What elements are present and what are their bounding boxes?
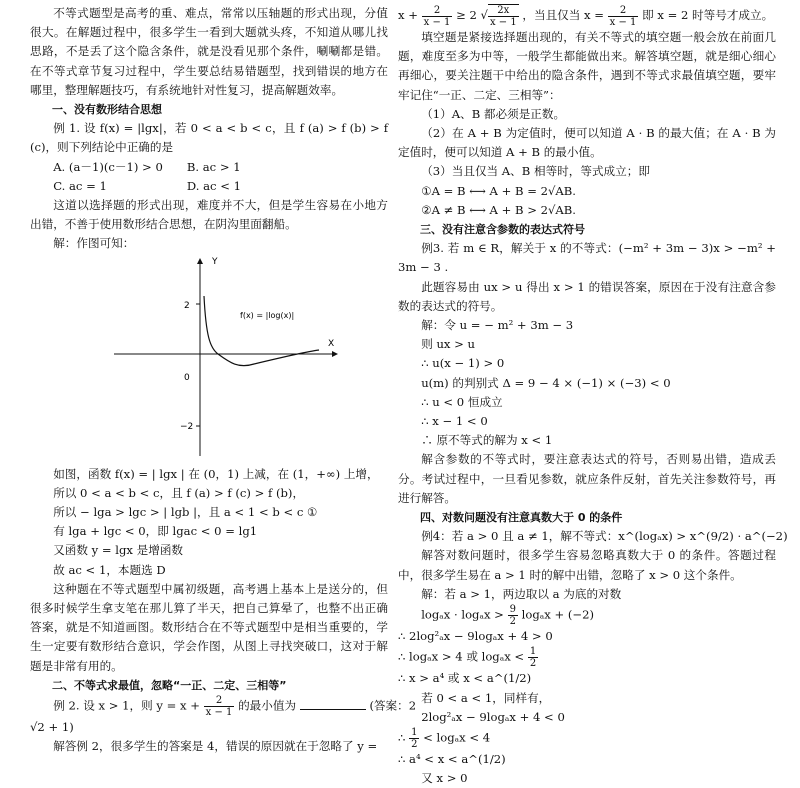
step-3-frac [528,646,538,669]
example-3-paragraph: 解含参数的不等式时，要注意表达式的符号，否则易出错，造成丢分。考试过程中，一旦看见参数，就应条件反射，首先关注参数符号，再进行解答。 [398,452,776,505]
step-4: ∴ x > a⁴ 或 x < a^(1/2) [398,671,532,686]
frac-den: x − 1 [489,17,517,28]
frac-num: 2 [422,5,453,17]
option-c: C. ac = 1 [53,178,107,193]
option-b: B. ac > 1 [186,159,241,174]
ex3-line-3: ∴ u(x − 1) > 0 [421,356,505,371]
step-3 [398,646,776,669]
section-heading-3: 三、没有注意含参数的表达式符号 [420,223,585,237]
equation-1: ①A = B ⟷ A + B = 2√AB. [421,183,576,198]
example-2-answer: (答案：2 [369,698,417,713]
step-7-b: < logₐx < 4 [423,730,491,745]
example-1: 例 1. 设 f(x) = |lgx|，若 0 < a < b < c，且 f (a) > f (b) > f (c)，则下列结论中正确的是 [30,121,388,155]
example-2-answer-cont: √2 + 1) [30,720,74,735]
section-heading-4: 四、对数问题没有注意真数大于 0 的条件 [420,511,623,525]
rule-1: （1）A、B 都必须是正数。 [421,106,566,121]
left-column [30,4,417,756]
step-1-b: logₐx + (−2) [521,607,594,622]
tick-2: 2 [184,300,190,311]
ex3-line-2: 则 ux > u [421,337,476,352]
example-4-solution: 解：若 a > 1，两边取以 a 为底的对数 [421,586,622,601]
x-axis-label: X [328,338,335,349]
example-2-text-a: 例 2. 设 x > 1，则 y = x + [53,698,200,713]
step-7-a: ∴ [398,730,406,745]
after-graph: 如图，函数 f(x) = | lgx | 在 (0，1) 上减，在 (1，+∞) 上增， [53,466,379,481]
top-text-b: ≥ 2 [456,8,477,22]
sqrt-symbol: √ [480,8,488,22]
function-curve [204,296,319,366]
example-1-options-row-2 [30,177,388,196]
top-frac-2 [608,5,639,28]
reasoning-line-4: 又函数 y = lgx 是增函数 [53,543,184,558]
frac-den: 2 [411,738,418,750]
y-axis-label: Y [212,256,218,267]
step-8: ∴ a⁴ < x < a^(1/2) [398,751,506,766]
frac-num: 9 [509,604,516,616]
right-column [398,4,788,788]
tick-0: 0 [184,372,190,383]
solution-label: 解：作图可知： [53,236,135,251]
top-text-c: ，当且仅当 x = [522,8,604,22]
top-text-d: 即 x = 2 时等号才成立。 [642,8,774,22]
function-graph [30,256,388,461]
step-5: 若 0 < a < 1，同样有， [421,690,551,705]
rule-3: （3）当且仅当 A、B 相等时，等式成立；即 [421,164,650,179]
ex3-line-1: 解：令 u = − m² + 3m − 3 [421,318,574,333]
tick-neg2: −2 [180,421,194,432]
step-7 [398,727,776,750]
frac-den: 2 [529,658,537,670]
frac-num: 2 [608,5,639,17]
example-4-paragraph: 解答对数问题时，很多学生容易忽略真数大于 0 的条件。答题过程中，很多学生易在 a > 1 时的解中出错，忽略了 x > 0 这个条件。 [398,548,776,582]
right-paragraph-1: 填空题是紧接选择题出现的，有关不等式的填空题一般会放在前面几题，难度至多为中等，一般学生都能做出来。解答填空题，就是细心细心再细心，要关注题干中给出的隐含条件，遇到不等式求最值填空题，要牢牢记住“一正、二定、三相等”： [398,30,776,102]
frac-den: x − 1 [423,16,451,28]
right-top-formula [398,4,776,28]
step-1 [398,604,776,627]
frac-den: x − 1 [609,16,637,28]
step-7-frac [409,727,419,750]
example-3-comment: 此题容易由 ux > u 得出 x > 1 的错误答案，原因在于没有注意含参数的表达式的符号。 [398,279,776,313]
paragraph-2: 这种题在不等式题型中属初级题，高考遇上基本上是送分的，但很多时候学生拿支笔在那儿算了半天，把自己算晕了，也整不出正确答案，就是不知道画图。数形结合在不等式题型中是相当重要的，学生一定要有数形结合意识，学会作图，从图上寻找突破口，这对于解题是非常有用的。 [30,581,388,673]
example-2-fraction [204,695,235,718]
ex3-line-7: ∴ 原不等式的解为 x < 1 [421,433,553,448]
step-6: 2log²ₐx − 9logₐx + 4 < 0 [421,709,565,724]
example-2-text-b: 的最小值为 [238,698,297,713]
rule-2: （2）在 A + B 为定值时，便可以知道 A · B 的最大值；在 A · B 为定值时，便可以知道 A + B 的最小值。 [398,126,776,160]
step-9: 又 x > 0 [421,771,468,786]
function-label: f(x) = |log(x)| [240,310,295,320]
reasoning-line-2: 所以 − lga > lgc > | lgb |，且 a < 1 < b < c ① [53,505,318,520]
y-axis-arrow [197,258,203,264]
intro-paragraph: 不等式题型是高考的重、难点，常常以压轴题的形式出现，分值很大。在解题过程中，很多学生一看到大题就头疼，不知道从哪儿找思路，不是丢了这个隐含条件，就是没看见那个条件，唰唰都是错。在不等式章节复习过程中，学生要总结易错题型，找到错误的地方在哪里，整理解题技巧，有系统地针对性复习，提高解题效率。 [30,6,388,97]
frac-num: 1 [411,726,418,738]
example-3: 例3. 若 m ∈ R，解关于 x 的不等式：(−m² + 3m − 3)x > −m² + 3m − 3 . [398,241,776,275]
frac-num: 1 [529,646,537,658]
answer-blank [300,698,366,710]
top-frac-1 [422,5,453,28]
example-1-comment: 这道以选择题的形式出现，难度并不大，但是学生容易在小地方出错，不善于使用数形结合思想，在阴沟里面翻船。 [30,198,388,232]
graph-svg [104,256,344,461]
example-1-options-row-1 [30,158,388,177]
x-axis-arrow [332,351,338,357]
reasoning-line-3: 有 lga + lgc < 0，即 lgac < 0 = lg1 [53,524,258,539]
step-2: ∴ 2log²ₐx − 9logₐx + 4 > 0 [398,629,553,644]
ex3-line-5: ∴ u < 0 恒成立 [421,394,503,409]
step-1-frac [508,604,518,627]
example-4: 例4：若 a > 0 且 a ≠ 1，解不等式：x^(logₐx) > x^(9/2) · a^(−2) [421,529,788,544]
reasoning-line-5: 故 ac < 1，本题选 D [53,562,166,577]
frac-num: 2x [488,5,519,17]
section-heading-2: 二、不等式求最值，忽略“一正、二定、三相等” [52,678,287,692]
frac-den: x − 1 [205,707,233,719]
top-text-a: x + [398,8,418,22]
equation-2: ②A ≠ B ⟷ A + B > 2√AB. [421,202,576,217]
frac-num: 2 [204,695,235,707]
reasoning-line-1: 所以 0 < a < b < c，且 f (a) > f (c) > f (b)， [53,485,305,500]
ex3-line-4: u(m) 的判别式 Δ = 9 − 4 × (−1) × (−3) < 0 [421,375,671,390]
frac-den: 2 [509,616,516,628]
option-d: D. ac < 1 [186,178,241,193]
section-heading-1: 一、没有数形结合思想 [52,103,162,117]
step-1-a: logₐx · logₐx > [421,607,504,622]
example-2 [30,695,417,719]
left-last-line: 解答例 2，很多学生的答案是 4，错误的原因就在于忽略了 y = [53,739,378,754]
step-3-a: ∴ logₐx > 4 或 logₐx < [398,649,525,664]
top-sqrt-frac [488,4,519,28]
ex3-line-6: ∴ x − 1 < 0 [421,414,488,429]
option-a: A. (a－1)(c－1) > 0 [53,159,163,174]
